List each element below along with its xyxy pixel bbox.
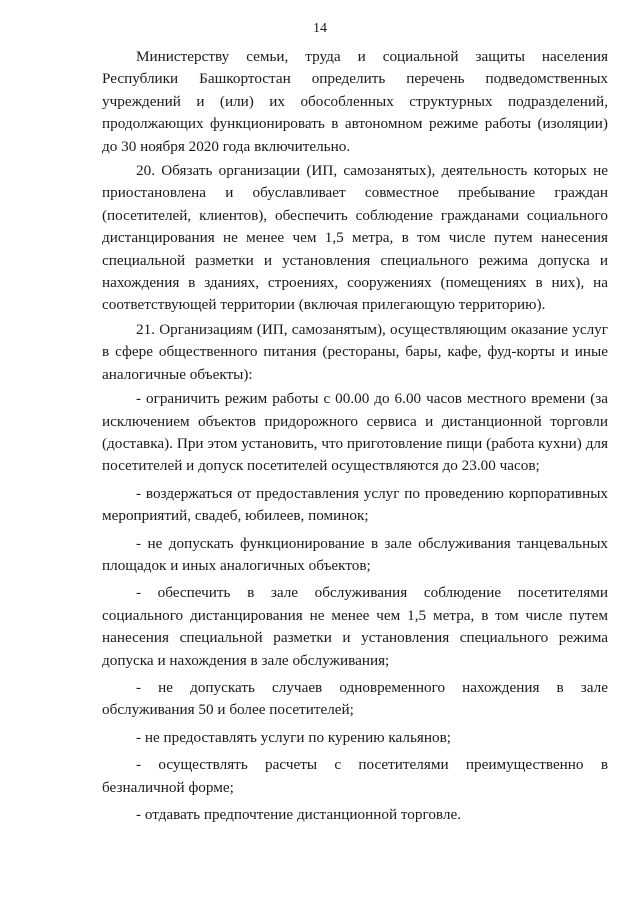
page-number: 14 bbox=[313, 21, 327, 36]
paragraph-item-20: 20. Обязать организации (ИП, самозанятых), деятельность которых не приостановлена и обуславливает совместное пребывание граждан (посетителей, клиентов), обеспечить соблюдение гражданами социального дистанцирования не менее чем 1,5 метра, в том числе путем нанесения специальной разметки и установления специального режима допуска и нахождения в зданиях, строениях, сооружениях (помещениях в них), на соответствующей территории (включая прилегающую территорию). bbox=[102, 162, 608, 314]
list-item-no-events: - воздержаться от предоставления услуг по проведению корпоративных мероприятий, свадеб, юбилеев, поминок; bbox=[102, 484, 608, 525]
list-item-remote-trade: - отдавать предпочтение дистанционной торговле. bbox=[136, 806, 462, 823]
paragraph-ministry-list: Министерству семьи, труда и социальной защиты населения Республики Башкортостан определить перечень подведомственных учреждений и (или) их обособленных структурных подразделений, продолжающих функционировать в автономном режиме работы (изоляции) до 30 ноября 2020 года включительно. bbox=[102, 48, 608, 155]
document-body bbox=[102, 46, 608, 826]
list-item-max-visitors: - не допускать случаев одновременного нахождения в зале обслуживания 50 и более посетителей; bbox=[102, 678, 608, 719]
list-item-working-hours: - ограничить режим работы с 00.00 до 6.00 часов местного времени (за исключением объектов придорожного сервиса и дистанционной торговли (доставка). При этом установить, что приготовление пищи (работа кухни) для посетителей и допуск посетителей осуществляются до 23.00 часов; bbox=[102, 390, 608, 475]
list-item-no-hookah: - не предоставлять услуги по курению кальянов; bbox=[136, 728, 451, 746]
paragraph-item-21: 21. Организациям (ИП, самозанятым), осуществляющим оказание услуг в сфере общественного питания (рестораны, бары, кафе, фуд-корты и иные аналогичные объекты): bbox=[102, 320, 608, 383]
list-item-distancing: - обеспечить в зале обслуживания соблюдение посетителями социального дистанцирования не менее чем 1,5 метра, в том числе путем нанесения специальной разметки и установления специального режима допуска и нахождения в зале обслуживания; bbox=[102, 584, 608, 669]
list-item-no-dance-floors: - не допускать функционирование в зале обслуживания танцевальных площадок и иных аналогичных объектов; bbox=[102, 534, 608, 574]
list-item-cashless: - осуществлять расчеты с посетителями преимущественно в безналичной форме; bbox=[102, 756, 608, 796]
